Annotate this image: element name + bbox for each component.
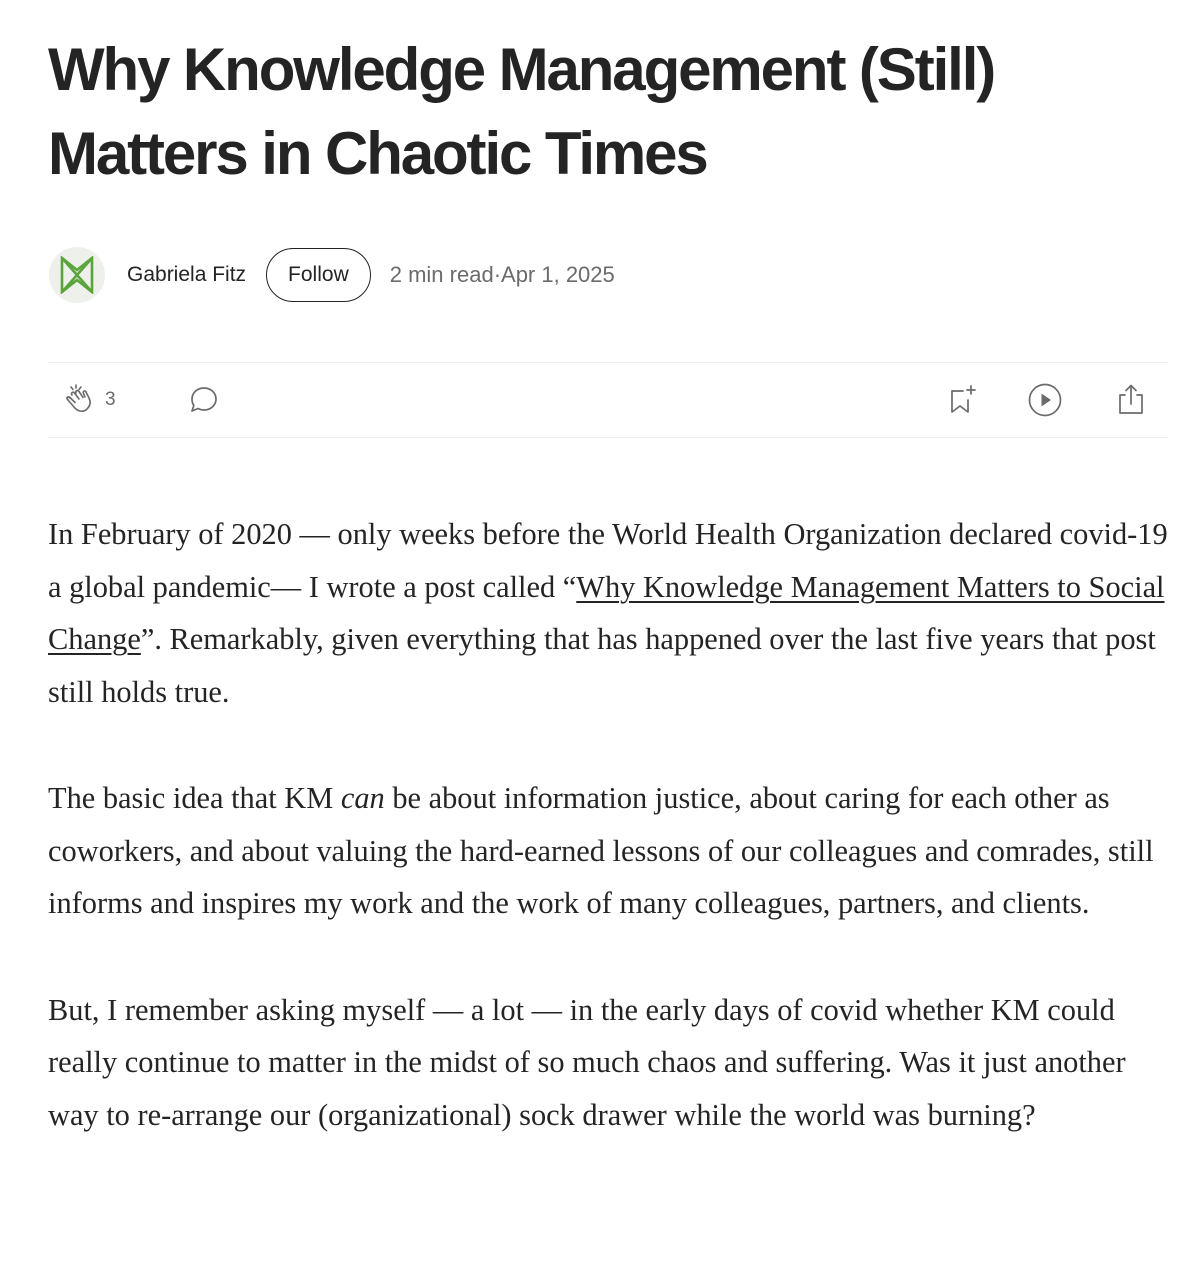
body-paragraph: In February of 2020 — only weeks before the World Health Organization declared covid-19 a global pandemic— I wrote a post called “Why Knowledge Management Matters to Social Change”. Remarkably, given everything that has happened over the last five years that post still holds true.	[48, 517, 1168, 709]
byline	[48, 246, 615, 304]
comment-bubble-icon	[187, 383, 221, 417]
author-avatar[interactable]	[49, 247, 105, 303]
emphasis-text: can	[340, 781, 385, 815]
clap-icon	[61, 382, 97, 418]
share-button[interactable]	[1113, 363, 1149, 437]
article-action-bar	[48, 362, 1168, 438]
publish-date: Apr 1, 2025	[501, 262, 615, 287]
body-paragraph: But, I remember asking myself — a lot — in the early days of covid whether KM could really continue to matter in the midst of so much chaos and suffering. Was it just another way to re-arrange our (organizational) sock drawer while the world was burning?	[48, 992, 1126, 1132]
logo-icon	[60, 256, 94, 294]
share-icon	[1113, 382, 1149, 418]
save-button[interactable]	[946, 363, 980, 437]
bookmark-add-icon	[946, 383, 980, 417]
listen-button[interactable]	[1026, 363, 1064, 437]
follow-button[interactable]: Follow	[266, 248, 371, 302]
meta-separator: ·	[493, 262, 502, 287]
play-circle-icon	[1026, 381, 1064, 419]
author-name[interactable]: Gabriela Fitz	[127, 263, 247, 286]
read-time: 2 min read	[389, 262, 494, 287]
article-body	[48, 508, 1172, 1195]
article-title: Why Knowledge Management (Still) Matters in Chaotic Times	[48, 36, 995, 187]
clap-count: 3	[105, 389, 116, 410]
article-link[interactable]: Why Knowledge Management Matters to Social Change	[48, 569, 1165, 656]
response-button[interactable]	[187, 363, 221, 437]
body-paragraph: The basic idea that KM can be about information justice, about caring for each other as coworkers, and about valuing the hard-earned lessons of our colleagues and comrades, still informs and inspires my work and the work of many colleagues, partners, and clients.	[48, 781, 1154, 920]
clap-button[interactable]	[61, 363, 116, 437]
